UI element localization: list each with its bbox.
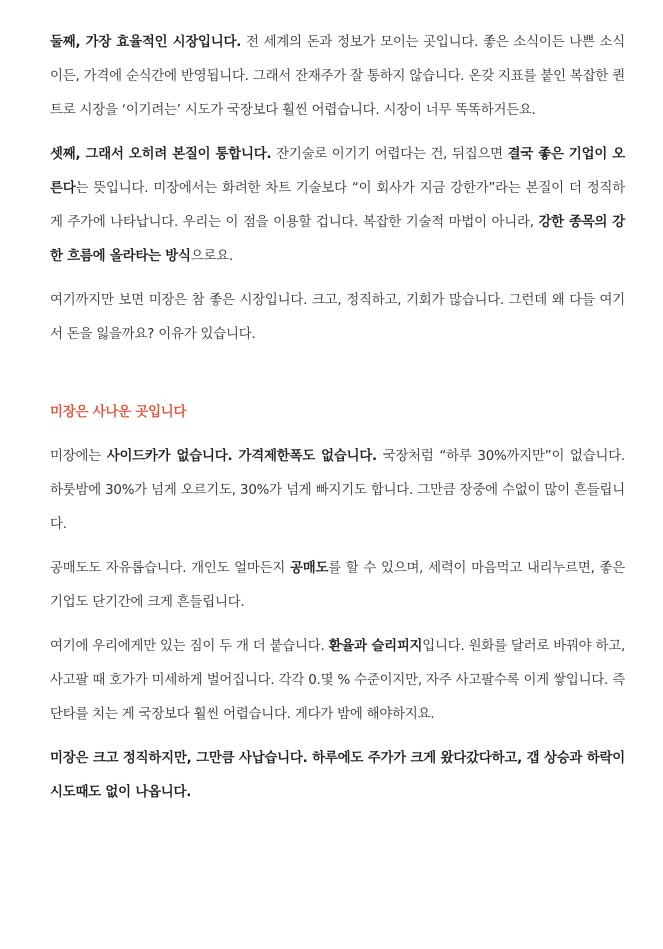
text-run: 으로요. xyxy=(190,249,234,264)
paragraph-no-sidecar xyxy=(50,440,625,542)
bold-phrase: 공매도 xyxy=(289,561,329,576)
text-run: 여기에 우리에게만 있는 짐이 두 개 더 붙습니다. xyxy=(50,639,329,654)
text-run: 입니다. 원화를 달러로 바꿔야 하고, 사고팔 때 호가가 미세하게 벌어집니다. 각각 0.몇 % 수준이지만, 자주 사고팔수록 이게 쌓입니다. 즉 단타를 치는 게 국장보다 훨씬 어렵습니다. 게다가 밤에 해야하지요. xyxy=(50,639,626,722)
bold-phrase: 둘째, 가장 효율적인 시장입니다. xyxy=(50,35,242,50)
text-run: 전 세계의 돈과 정보가 모이는 곳입니다. 좋은 소식이든 나쁜 소식이든, 가격에 순식간에 반영됩니다. 그래서 잔재주가 잘 통하지 않습니다. 온갖 지표를 붙인 복잡한 퀀트로 시장을 ‘이기려는’ 시도가 국장보다 훨씬 어렵습니다. 시장이 너무 똑똑하거든요. xyxy=(50,35,625,118)
paragraph-conclusion xyxy=(50,742,625,810)
bold-phrase: 사이드카가 없습니다. 가격제한폭도 없습니다. xyxy=(106,449,377,464)
paragraph-fx-slippage xyxy=(50,630,625,732)
text-run: 공매도도 자유롭습니다. 개인도 얼마든지 xyxy=(50,561,290,576)
text-run: 여기까지만 보면 미장은 참 좋은 시장입니다. 크고, 정직하고, 기회가 많습니다. 그런데 왜 다들 여기서 돈을 잃을까요? 이유가 있습니다. xyxy=(50,293,625,342)
paragraph-short-selling xyxy=(50,552,625,620)
text-run: 국장처럼 “하루 30%까지만”이 없습니다. 하룻밤에 30%가 넘게 오르기도, 30%가 넘게 빠지기도 합니다. 그만큼 장중에 수없이 많이 흔들립니다. xyxy=(50,449,625,532)
bold-phrase: 셋째, 그래서 오히려 본질이 통합니다. xyxy=(50,147,272,162)
document-page xyxy=(50,26,625,810)
paragraph-second-point xyxy=(50,26,625,128)
text-run: 를 할 수 있으며, 세력이 마음먹고 내리누르면, 좋은 기업도 단기간에 크게 흔들립니다. xyxy=(50,561,625,610)
section-heading: 미장은 사나운 곳입니다 xyxy=(50,405,187,420)
paragraph-summary-question xyxy=(50,284,625,352)
bold-phrase: 결국 좋은 기업이 오른다 xyxy=(50,147,625,196)
bold-phrase: 미장은 크고 정직하지만, 그만큼 사납습니다. 하루에도 주가가 크게 왔다갔다하고, 갭 상승과 하락이 시도때도 없이 나옵니다. xyxy=(50,751,625,800)
paragraph-third-point xyxy=(50,138,625,274)
bold-phrase: 환율과 슬리피지 xyxy=(328,639,423,654)
bold-phrase: 강한 종목의 강한 흐름에 올라타는 방식 xyxy=(50,215,625,264)
text-run: 미장에는 xyxy=(50,449,107,464)
text-run: 잔기술로 이기기 어렵다는 건, 뒤집으면 xyxy=(271,147,508,162)
text-run: 는 뜻입니다. 미장에서는 화려한 차트 기술보다 “이 회사가 지금 강한가”라는 본질이 더 정직하게 주가에 나타납니다. 우리는 이 점을 이용할 겁니다. 복잡한 기술적 마법이 아니라, xyxy=(50,181,625,230)
